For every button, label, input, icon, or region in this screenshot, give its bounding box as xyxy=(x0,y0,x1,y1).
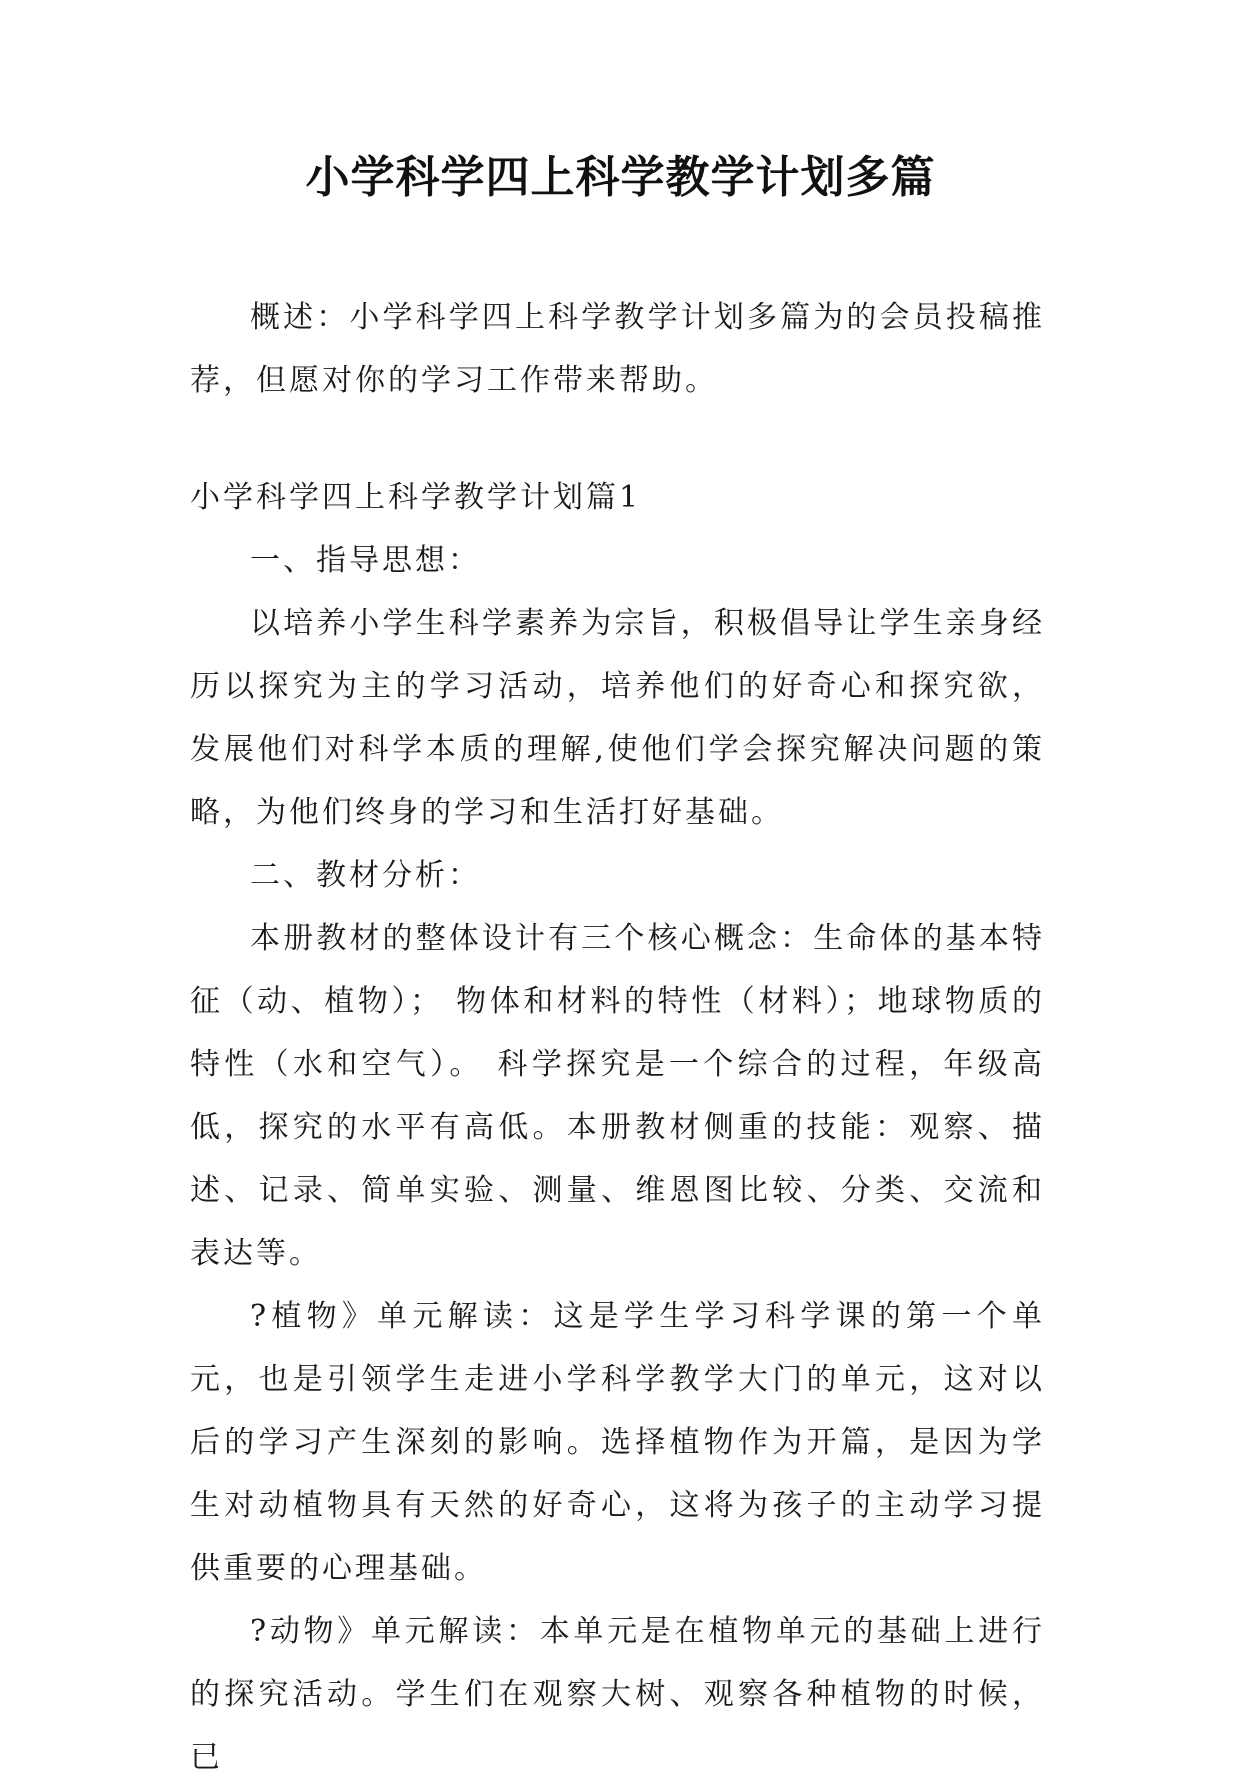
section-heading: 小学科学四上科学教学计划篇1 xyxy=(190,480,642,515)
paragraph-textbook-analysis: 本册教材的整体设计有三个核心概念：生命体的基本特征（动、植物）； 物体和材料的特性（材料）；地球物质的特性（水和空气）。 科学探究是一个综合的过程，年级高低，探究的水平有高低。本册教材侧重的技能：观察、描述、记录、简单实验、测量、维恩图比较、分类、交流和表达等。 xyxy=(190,921,1045,1271)
heading-textbook-analysis: 二、教材分析： xyxy=(250,858,481,893)
document-title: 小学科学四上科学教学计划多篇 xyxy=(305,152,936,203)
heading-guiding-ideology: 一、指导思想： xyxy=(250,543,481,578)
summary-paragraph: 概述：小学科学四上科学教学计划多篇为的会员投稿推荐，但愿对你的学习工作带来帮助。 xyxy=(190,300,1045,398)
document-body xyxy=(190,286,1045,1789)
paragraph-guiding-ideology: 以培养小学生科学素养为宗旨，积极倡导让学生亲身经历以探究为主的学习活动，培养他们的好奇心和探究欲，发展他们对科学本质的理解,使他们学会探究解决问题的策略，为他们终身的学习和生活打好基础。 xyxy=(190,606,1045,830)
paragraph-plants-unit: ?植物》单元解读：这是学生学习科学课的第一个单元，也是引领学生走进小学科学教学大门的单元，这对以后的学习产生深刻的影响。选择植物作为开篇，是因为学生对动植物具有天然的好奇心，这将为孩子的主动学习提供重要的心理基础。 xyxy=(190,1299,1045,1586)
paragraph-animals-unit: ?动物》单元解读：本单元是在植物单元的基础上进行的探究活动。学生们在观察大树、观察各种植物的时候，已 xyxy=(190,1614,1045,1775)
